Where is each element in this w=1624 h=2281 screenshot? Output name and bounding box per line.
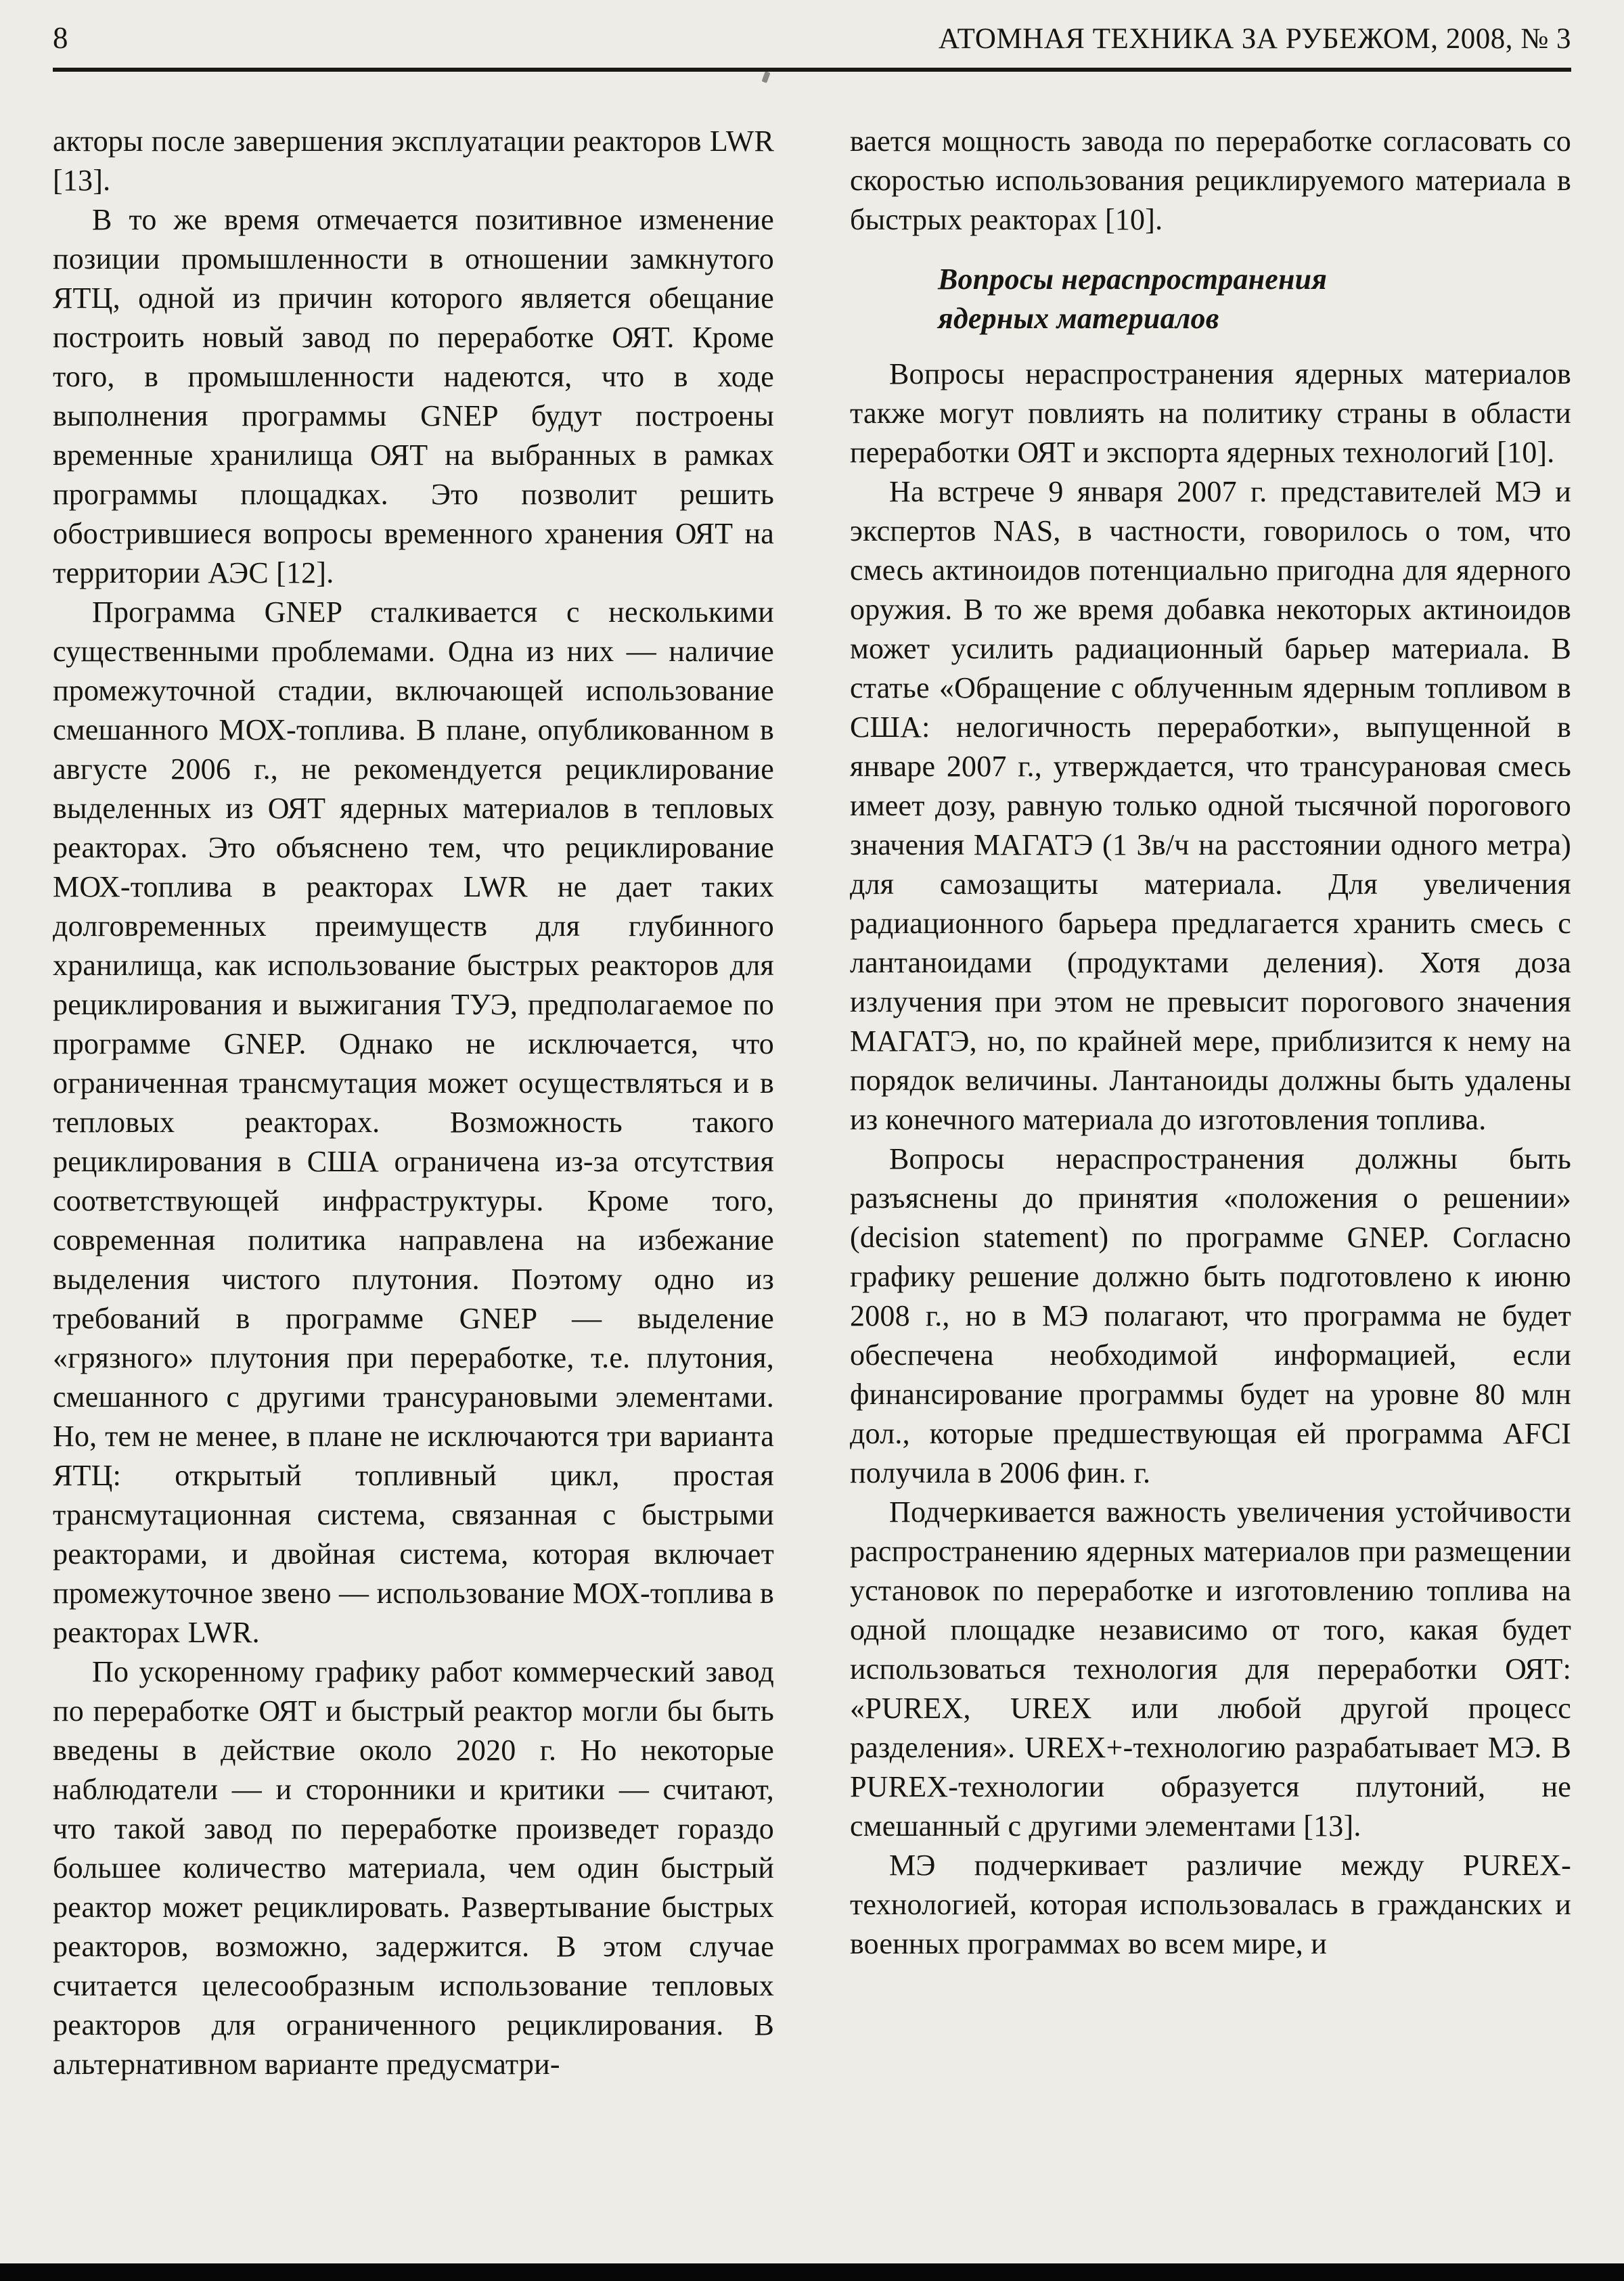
page-header xyxy=(53,20,1571,55)
paragraph: Вопросы нераспространения ядерных материалов также могут повлиять на политику страны в области переработки ОЯТ и экспорта ядерных технологий [10]. xyxy=(850,357,1571,469)
paragraph: Вопросы нераспространения должны быть разъяснены до принятия «положения о решении» (decision statement) по программе GNEP. Согласно графику решение должно быть подготовлено к июню 2008 г., но в МЭ полагают, что программа не будет обеспечена необходимой информацией, если финансирование программы будет на уровне 80 млн дол., которые предшествующая ей программа AFCI получила в 2006 фин. г. xyxy=(850,1142,1571,1489)
left-column xyxy=(53,122,774,2084)
page-number: 8 xyxy=(53,21,68,55)
journal-title: АТОМНАЯ ТЕХНИКА ЗА РУБЕЖОМ, 2008, № 3 xyxy=(938,23,1571,55)
paragraph: МЭ подчеркивает различие между PUREX-технологией, которая использовалась в гражданских и военных программах во всем мире, и xyxy=(850,1849,1571,1960)
paragraph: Программа GNEP сталкивается с несколькими существенными проблемами. Одна из них — наличие промежуточной стадии, включающей использование смешанного МОХ-топлива. В плане, опубликованном в августе 2006 г., не рекомендуется рециклирование выделенных из ОЯТ ядерных материалов в тепловых реакторах. Это объяснено тем, что рециклирование МОХ-топлива в реакторах LWR не дает таких долговременных преимуществ для глубинного хранилища, как использование быстрых реакторов для рециклирования и выжигания ТУЭ, предполагаемое по программе GNEP. Однако не исключается, что ограниченная трансмутация может осуществляться и в тепловых реакторах. Возможность такого рециклирования в США ограничена из-за отсутствия соответствующей инфраструктуры. Кроме того, современная политика направлена на избежание выделения чистого плутония. Поэтому одно из требований в программе GNEP — выделение «грязного» плутония при переработке, т.е. плутония, смешанного с другими трансурановыми элементами. Но, тем не менее, в плане не исключаются три варианта ЯТЦ: открытый топливный цикл, простая трансмутационная система, связанная с быстрыми реакторами, и двойная система, которая включает промежуточное звено — использование МОХ-топлива в реакторах LWR. xyxy=(53,595,774,1649)
right-column xyxy=(850,122,1571,2084)
section-heading-line-2: ядерных материалов xyxy=(938,302,1219,335)
paragraph: На встрече 9 января 2007 г. представителей МЭ и экспертов NAS, в частности, говорилось о том, что смесь актиноидов потенциально пригодна для ядерного оружия. В то же время добавка некоторых актиноидов может усилить радиационный барьер материала. В статье «Обращение с облученным ядерным топливом в США: нелогичность переработки», выпущенной в январе 2007 г., утверждается, что трансурановая смесь имеет дозу, равную только одной тысячной порогового значения МАГАТЭ (1 Зв/ч на расстоянии одного метра) для самозащиты материала. Для увеличения радиационного барьера предлагается хранить смесь с лантаноидами (продуктами деления). Хотя доза излучения при этом не превысит порогового значения МАГАТЭ, но, по крайней мере, приблизится к нему на порядок величины. Лантаноиды должны быть удалены из конечного материала до изготовления топлива. xyxy=(850,475,1571,1136)
text-columns xyxy=(53,122,1571,2084)
paragraph-continuation: вается мощность завода по переработке согласовать со скоростью использования рециклируемого материала в быстрых реакторах [10]. xyxy=(850,125,1571,236)
header-rule xyxy=(53,68,1571,72)
scan-speck-artifact xyxy=(762,71,771,83)
paragraph: В то же время отмечается позитивное изменение позиции промышленности в отношении замкнутого ЯТЦ, одной из причин которого является обещание построить новый завод по переработке ОЯТ. Кроме того, в промышленности надеются, что в ходе выполнения программы GNEP будут построены временные хранилища ОЯТ на выбранных в рамках программы площадках. Это позволит решить обострившиеся вопросы временного хранения ОЯТ на территории АЭС [12]. xyxy=(53,203,774,589)
paragraph-continuation: акторы после завершения эксплуатации реакторов LWR [13]. xyxy=(53,125,774,197)
section-heading-line-1: Вопросы нераспространения xyxy=(938,263,1328,296)
paragraph: По ускоренному графику работ коммерческий завод по переработке ОЯТ и быстрый реактор могли бы быть введены в действие около 2020 г. Но некоторые наблюдатели — и сторонники и критики — считают, что такой завод по переработке произведет гораздо большее количество материала, чем один быстрый реактор может рециклировать. Развертывание быстрых реакторов, возможно, задержится. В этом случае считается целесообразным использование тепловых реакторов для ограниченного рециклирования. В альтернативном варианте предусматри- xyxy=(53,1655,774,2081)
paragraph: Подчеркивается важность увеличения устойчивости распространению ядерных материалов при размещении установок по переработке и изготовлению топлива на одной площадке независимо от того, какая будет использоваться технология для переработки ОЯТ: «PUREX, UREX или любой другой процесс разделения». UREX+-технологию разрабатывает МЭ. В PUREX-технологии образуется плутоний, не смешанный с другими элементами [13]. xyxy=(850,1495,1571,1843)
scan-artifact-bottom-bar xyxy=(0,2263,1624,2281)
section-heading xyxy=(850,260,1571,338)
